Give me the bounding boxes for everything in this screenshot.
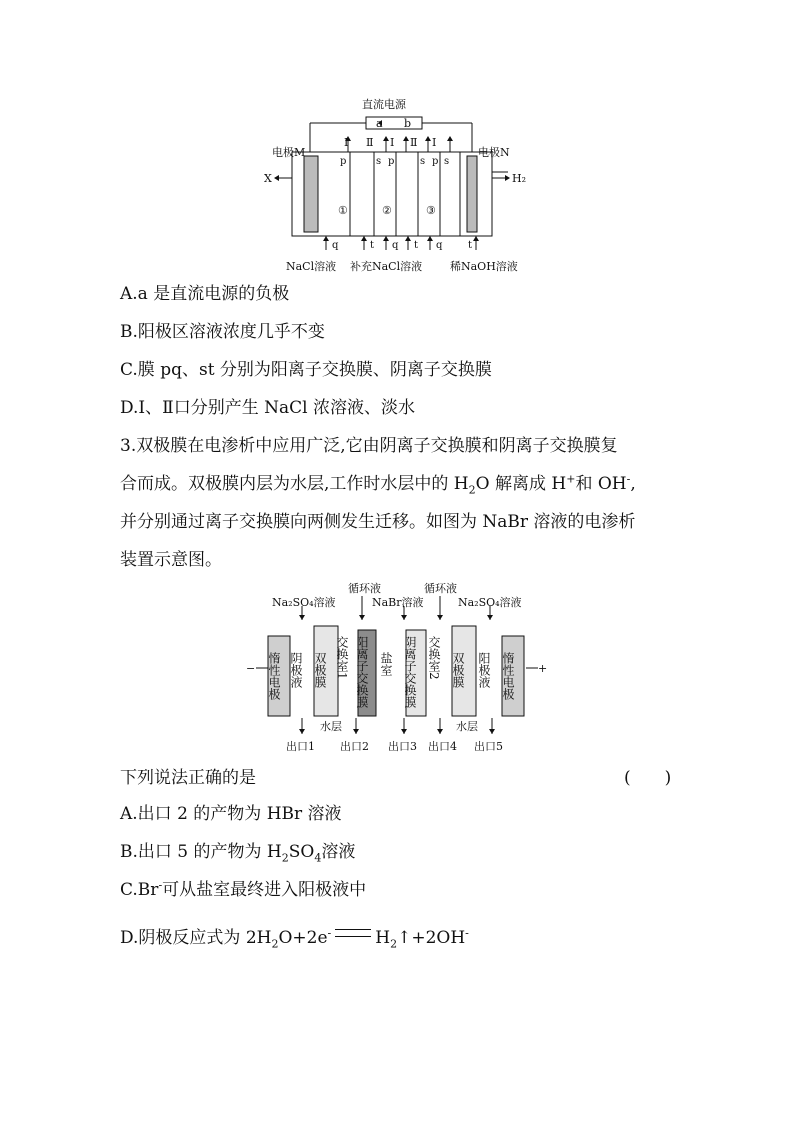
membrane-top-6: s [444, 156, 450, 167]
q3-line-2: 合而成。双极膜内层为水层,工作时水层中的 $H_2O$ 解离成 H+和 OH-, [120, 472, 636, 497]
chamber-1: ① [338, 204, 348, 217]
recycle-label-right: 循环液 [424, 582, 457, 595]
outlet-2: 出口2 [340, 740, 369, 753]
q2-option-c: C.膜 pq、st 分别为阳离子交换膜、阴离子交换膜 [120, 360, 492, 380]
minus-sign: − [246, 662, 256, 675]
membrane-top-3: p [388, 156, 395, 167]
answer-paren: ( ) [624, 768, 672, 788]
feed-nabr: NaBr溶液 [372, 596, 424, 609]
electrodialysis-figure-2 [244, 578, 550, 754]
q3-stem: 下列说法正确的是 [120, 768, 256, 788]
panel-anode: 惰性电极 [501, 652, 515, 700]
outlet-label-2: Ⅱ [366, 136, 374, 149]
q2-option-d: D.Ⅰ、Ⅱ口分别产生 NaCl 浓溶液、淡水 [120, 398, 415, 418]
outlet-label-4: Ⅱ [410, 136, 418, 149]
membrane-top-4: s [420, 156, 426, 167]
chamber-2: ② [382, 204, 392, 217]
outlet-label-3: Ⅰ [390, 136, 395, 149]
chamber-3: ③ [426, 204, 436, 217]
membrane-top-1: p [340, 156, 347, 167]
electrode-n-label: 电极N [478, 146, 510, 159]
electrodialysis-figure-1 [262, 92, 532, 276]
membrane-top-5: p [432, 156, 439, 167]
membrane-bottom-5: q [436, 240, 443, 251]
panel-salt-room: 盐室 [379, 652, 393, 676]
panel-anion-membrane: 阴离子交换膜 [403, 636, 417, 708]
panel-cathode: 惰性电极 [267, 652, 281, 700]
q3-option-a: A.出口 2 的产物为 HBr 溶液 [120, 804, 342, 824]
membrane-bottom-6: t [468, 240, 473, 251]
outlet-label-5: Ⅰ [432, 136, 437, 149]
outlet-3: 出口3 [388, 740, 417, 753]
power-label: 直流电源 [362, 98, 406, 111]
inlet-naoh-label: 稀NaOH溶液 [450, 260, 518, 273]
plus-sign: + [538, 662, 548, 675]
terminal-a: a [376, 117, 383, 130]
outlet-5: 出口5 [474, 740, 503, 753]
power-supply-box [366, 117, 422, 129]
h2-label: H₂ [512, 172, 527, 185]
inlet-supplement-label: 补充NaCl溶液 [350, 260, 423, 273]
membrane-bottom-1: q [332, 240, 339, 251]
panel-exchange-1: 交换室1 [335, 636, 349, 680]
recycle-label-left: 循环液 [348, 582, 381, 595]
q3-line-3: 并分别通过离子交换膜向两侧发生迁移。如图为 NaBr 溶液的电渗析 [120, 512, 636, 532]
water-layer-left: 水层 [320, 720, 342, 733]
q3-line-1: 3.双极膜在电渗析中应用广泛,它由阴离子交换膜和阴离子交换膜复 [120, 436, 618, 456]
panel-bipolar-left: 双极膜 [313, 652, 327, 688]
q3-option-b: B.出口 5 的产物为 $H_2SO_4$溶液 [120, 842, 356, 865]
membrane-bottom-3: q [392, 240, 399, 251]
equals-sign [335, 929, 371, 937]
outlet-4: 出口4 [428, 740, 457, 753]
membrane-top-2: s [376, 156, 382, 167]
outlet-label-1: Ⅰ [344, 136, 349, 149]
q2-option-a: A.a 是直流电源的负极 [120, 284, 290, 304]
outlet-1: 出口1 [286, 740, 315, 753]
terminal-b: b [404, 117, 412, 130]
x-label: X [264, 172, 272, 185]
q3-option-d: D.阴极反应式为 $2H_2O+2e^-$ $H_2↑+2OH^-$ [120, 926, 469, 951]
feed-na2so4-left: Na₂SO₄溶液 [272, 596, 336, 609]
feed-na2so4-right: Na₂SO₄溶液 [458, 596, 522, 609]
panel-exchange-2: 交换室2 [427, 636, 441, 680]
q3-line-4: 装置示意图。 [120, 550, 222, 570]
panel-catholyte: 阴极液 [289, 652, 303, 688]
inlet-nacl-label: NaCl溶液 [286, 260, 337, 273]
panel-bipolar-right: 双极膜 [451, 652, 465, 688]
membrane-bottom-4: t [414, 240, 419, 251]
panel-anolyte: 阳极液 [477, 652, 491, 688]
membrane-bottom-2: t [370, 240, 375, 251]
panel-cation-membrane: 阳离子交换膜 [355, 636, 369, 708]
q2-option-b: B.阳极区溶液浓度几乎不变 [120, 322, 325, 342]
q3-option-c: C.Br-可从盐室最终进入阳极液中 [120, 878, 367, 900]
water-layer-right: 水层 [456, 720, 478, 733]
electrode-m-label: 电极M [272, 146, 306, 159]
